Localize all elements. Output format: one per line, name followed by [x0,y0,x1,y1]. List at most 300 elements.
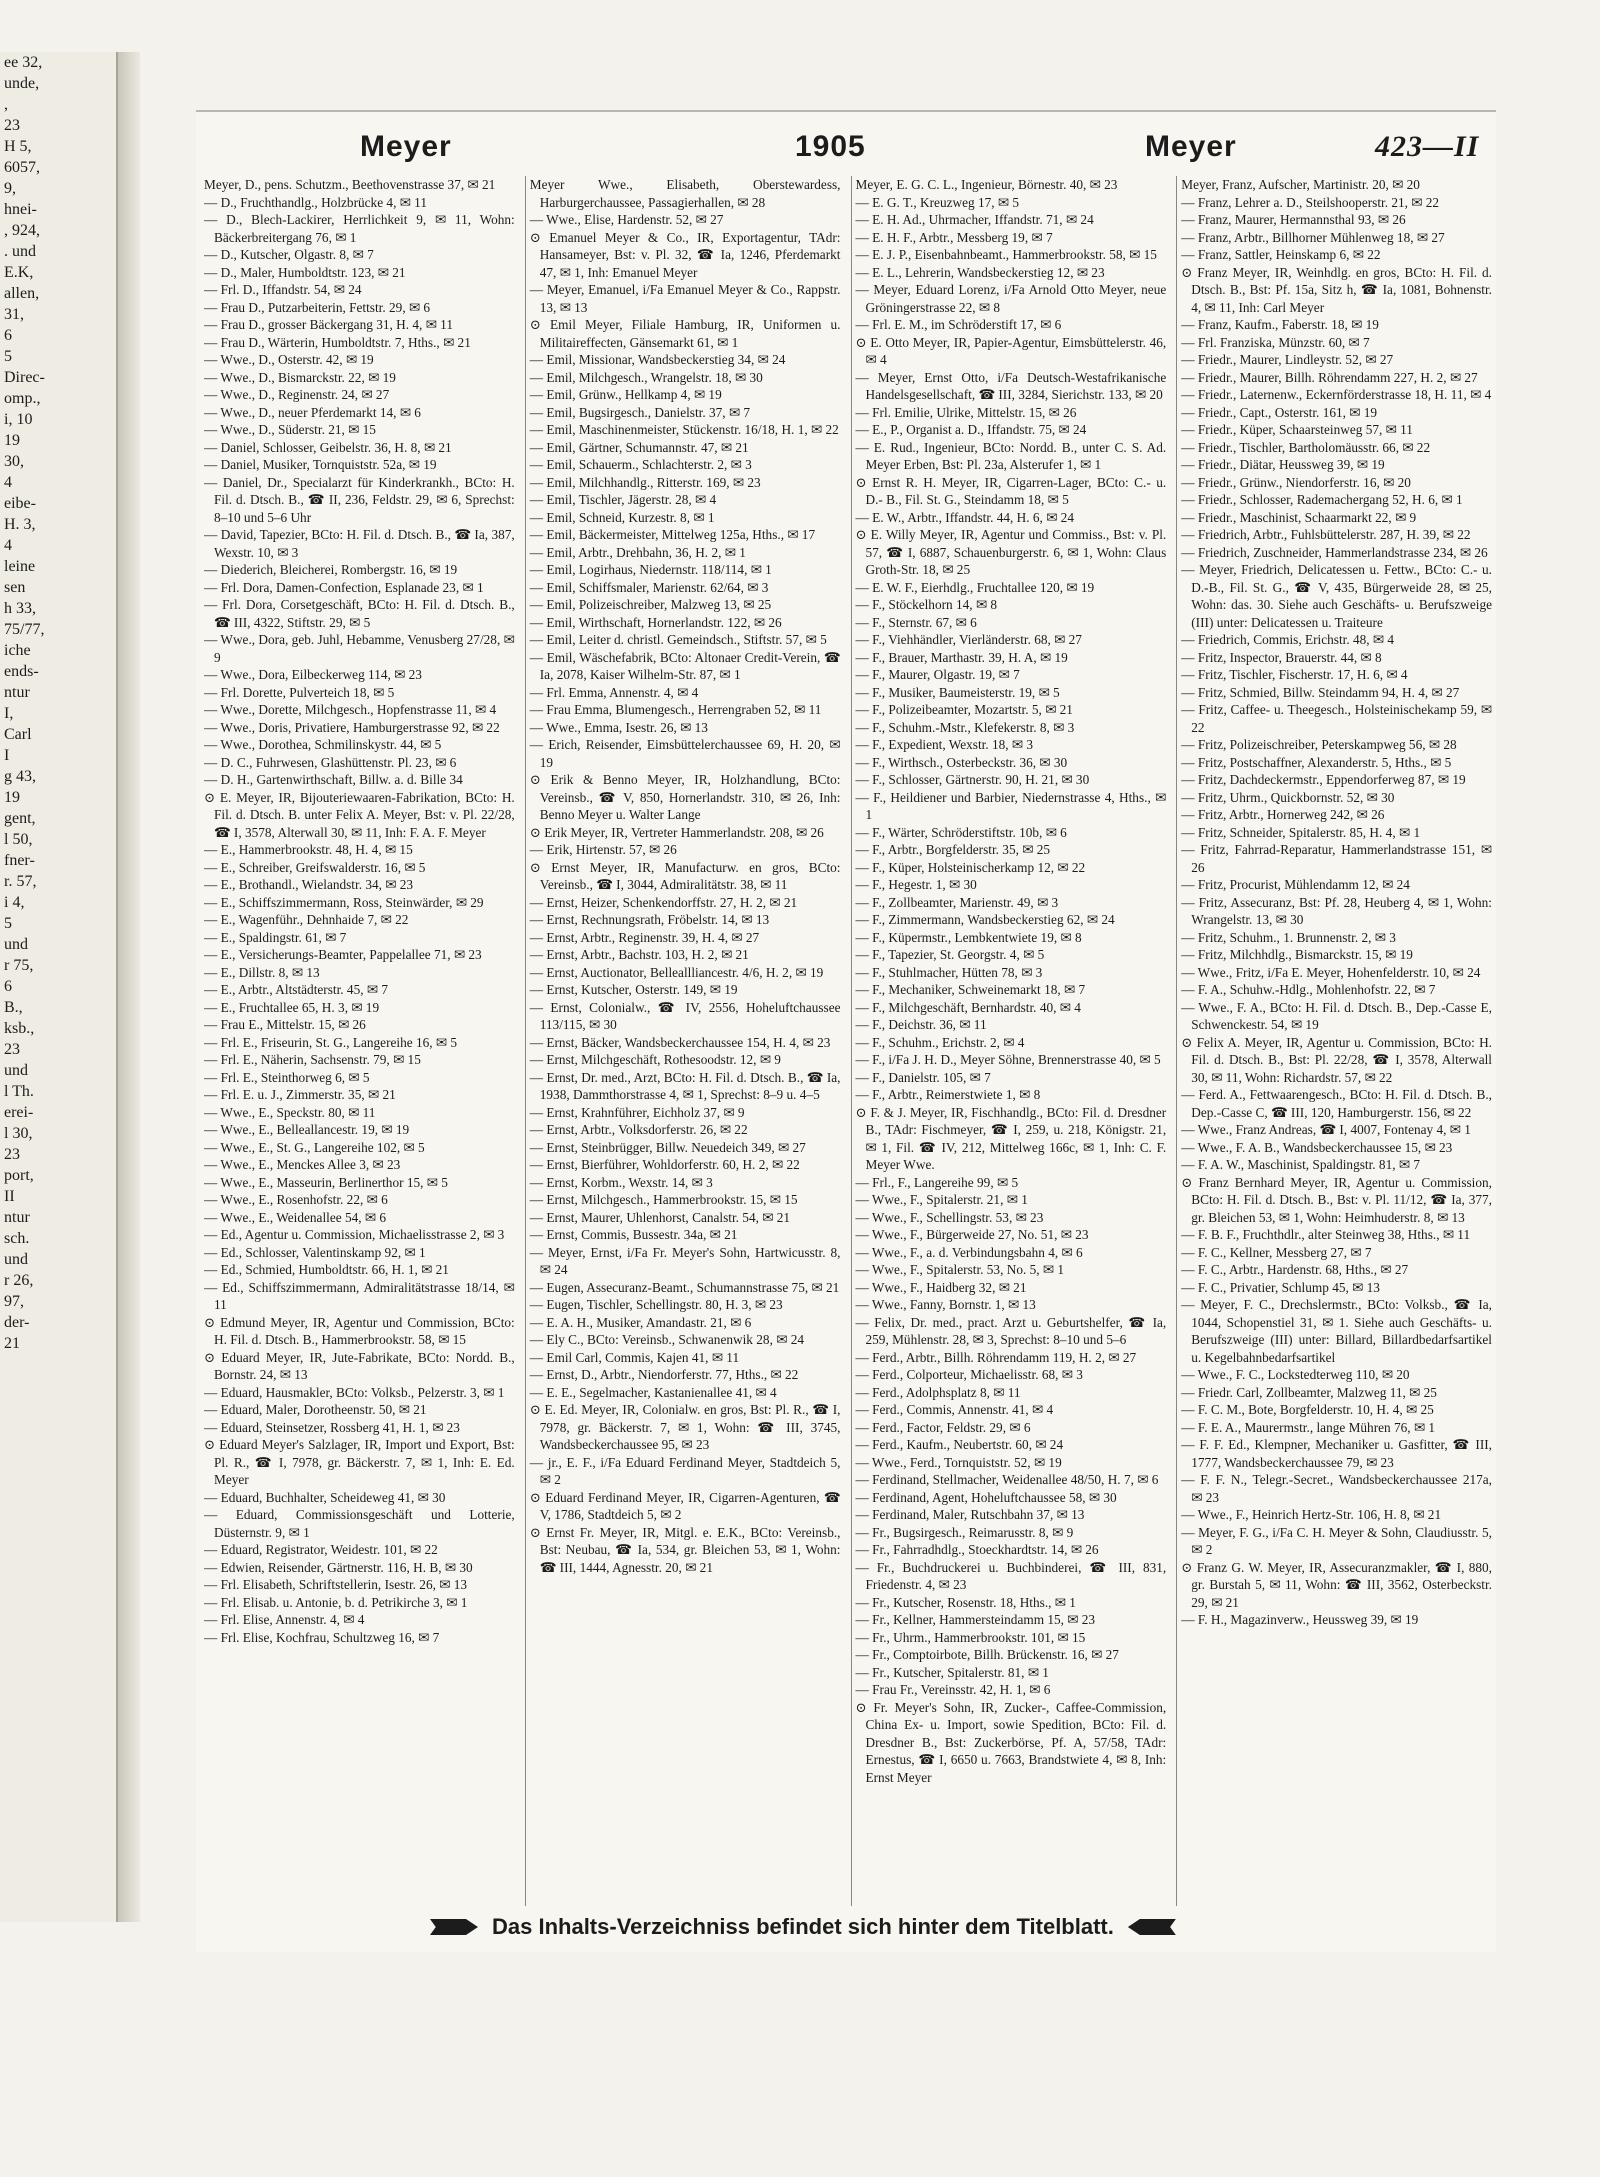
prev-page-fragment: 6057, [4,159,40,176]
directory-entry: — F., Brauer, Marthastr. 39, H. A, ✉ 19 [855,649,1068,665]
directory-entry: — F., Deichstr. 36, ✉ 11 [855,1017,987,1032]
directory-entry: — Wwe., F., Spitalerstr. 53, No. 5, ✉ 1 [855,1262,1065,1277]
directory-entry: — Wwe., E., St. G., Langereihe 102, ✉ 5 [204,1139,425,1155]
directory-entry: — Ferd., Adolphsplatz 8, ✉ 11 [855,1384,1021,1400]
directory-entry: — Frl. E., Näherin, Sachsenstr. 79, ✉ 15 [204,1052,421,1067]
directory-entry: — Wwe., D., Bismarckstr. 22, ✉ 19 [204,369,396,385]
directory-entry: — Wwe., Elise, Hardenstr. 52, ✉ 27 [529,212,724,227]
prev-page-fragment: 21 [4,1335,20,1352]
directory-entry: ⊙ Eduard Meyer's Salzlager, IR, Import und Export, Bst: Pl. R., ☎ I, 7978, gr. Bäckerstr. 7, ✉ 1, Inh: E. Ed. Meyer [204,1437,515,1487]
directory-entry: ⊙ Erik Meyer, IR, Vertreter Hammerlandstr. 208, ✉ 26 [529,824,824,840]
prev-page-fragment: 5 [4,915,12,932]
directory-entry: — Emil, Tischler, Jägerstr. 28, ✉ 4 [529,492,717,507]
prev-page-fragment: 19 [4,432,20,449]
prev-page-fragment: 9, [4,180,16,197]
directory-entry: — Ferdinand, Stellmacher, Weidenallee 48/50, H. 7, ✉ 6 [855,1472,1159,1487]
directory-entry: — Ernst, Rechnungsrath, Fröbelstr. 14, ✉ 13 [529,912,770,927]
directory-entry: — Fritz, Schuhm., 1. Brunnenstr. 2, ✉ 3 [1181,929,1396,945]
directory-entry: — Ferd. A., Fettwaarengesch., BCto: H. Fil. d. Dtsch. B., Dep.-Casse C, ☎ III, 120, Hamburgerstr. 156, ✉ 22 [1181,1087,1492,1120]
directory-entry: — Fritz, Tischler, Fischerstr. 17, H. 6, ✉ 4 [1181,667,1408,682]
directory-entry: — Ernst, Arbtr., Reginenstr. 39, H. 4, ✉ 27 [529,929,760,945]
directory-entry: — Ferdinand, Maler, Rutschbahn 37, ✉ 13 [855,1507,1085,1522]
directory-entry: — Ed., Schiffszimmermann, Admiralitätstrasse 18/14, ✉ 11 [204,1279,515,1312]
directory-entry: — E., Arbtr., Altstädterstr. 45, ✉ 7 [204,982,388,997]
directory-entry: — Emil, Polizeischreiber, Malzweg 13, ✉ 25 [529,597,772,612]
directory-entry: — Ernst, Bäcker, Wandsbeckerchaussee 154, H. 4, ✉ 23 [529,1034,831,1050]
prev-page-fragment: allen, [4,285,40,302]
directory-entry: — Meyer, Emanuel, i/Fa Emanuel Meyer & Co., Rappstr. 13, ✉ 13 [529,282,841,315]
footer-note-text: Das Inhalts-Verzeichniss befindet sich hinter dem Titelblatt. [492,1914,1114,1939]
directory-entry: — Fritz, Postschaffner, Alexanderstr. 5, Hths., ✉ 5 [1181,754,1452,770]
directory-entry: — Wwe., F., Spitalerstr. 21, ✉ 1 [855,1192,1028,1207]
directory-entry: — Fritz, Schneider, Spitalerstr. 85, H. 4, ✉ 1 [1181,824,1421,840]
directory-entry: — Wwe., F., Heinrich Hertz-Str. 106, H. 8, ✉ 21 [1181,1507,1442,1522]
directory-entry: — F., Sternstr. 67, ✉ 6 [855,614,977,630]
header-right-word: Meyer [1145,130,1237,163]
directory-entry: — F., Hegestr. 1, ✉ 30 [855,877,977,892]
directory-entry: — Fr., Kellner, Hammersteindamm 15, ✉ 23 [855,1612,1096,1627]
directory-entry: — Wwe., F., a. d. Verbindungsbahn 4, ✉ 6 [855,1244,1083,1260]
directory-entry: — Emil, Schauerm., Schlachterstr. 2, ✉ 3 [529,457,752,472]
directory-entry: — E., P., Organist a. D., Iffandstr. 75, ✉ 24 [855,422,1087,437]
directory-entry: — Wwe., E., Speckstr. 80, ✉ 11 [204,1104,376,1120]
prev-page-fragment: 23 [4,1146,20,1163]
directory-entry: — Ernst, Arbtr., Volksdorferstr. 26, ✉ 22 [529,1122,748,1137]
prev-page-fragment: 6 [4,327,12,344]
directory-entry: — Daniel, Musiker, Tornquiststr. 52a, ✉ 19 [204,457,437,472]
directory-entry: — Friedr., Maurer, Lindleystr. 52, ✉ 27 [1181,352,1394,367]
directory-entry: — Frl. Franziska, Münzstr. 60, ✉ 7 [1181,334,1370,350]
prev-page-fragment: gent, [4,810,36,827]
directory-entry: — Wwe., E., Rosenhofstr. 22, ✉ 6 [204,1192,388,1207]
directory-entry: — F. C. M., Bote, Borgfelderstr. 10, H. 4, ✉ 25 [1181,1402,1434,1417]
directory-entry: — Diederich, Bleicherei, Rombergstr. 16, ✉ 19 [204,562,458,577]
directory-entry: — Fritz, Caffee- u. Theegesch., Holsteinischekamp 59, ✉ 22 [1181,702,1492,735]
prev-page-fragment: der- [4,1314,30,1331]
directory-entry: — Ferd., Factor, Feldstr. 29, ✉ 6 [855,1419,1031,1435]
directory-entry: Meyer, D., pens. Schutzm., Beethovenstrasse 37, ✉ 21 [204,177,496,192]
directory-entry: — F., Schlosser, Gärtnerstr. 90, H. 21, ✉ 30 [855,772,1090,787]
prev-page-fragment: und [4,936,28,953]
directory-entry: — Erik, Hirtenstr. 57, ✉ 26 [529,842,677,857]
directory-entry: — Ernst, D., Arbtr., Niendorferstr. 77, Hths., ✉ 22 [529,1367,799,1382]
directory-entry: — Frl. E. u. J., Zimmerstr. 35, ✉ 21 [204,1087,396,1102]
directory-entry: — Frau E., Mittelstr. 15, ✉ 26 [204,1017,366,1032]
directory-entry: Meyer, Franz, Aufscher, Martinistr. 20, ✉ 20 [1181,177,1420,192]
column-2 [525,176,843,1906]
directory-entry: — Ernst, Kutscher, Osterstr. 149, ✉ 19 [529,982,738,997]
prev-page-fragment: und [4,1251,28,1268]
directory-entry: — Eduard, Steinsetzer, Rossberg 41, H. 1, ✉ 23 [204,1419,460,1435]
directory-entry: — Frl. Elisab. u. Antonie, b. d. Petrikirche 3, ✉ 1 [204,1594,468,1610]
prev-page-fragment: I, [4,705,14,722]
prev-page-fragment: sen [4,579,26,596]
directory-entry: — Wwe., Dora, Eilbeckerweg 114, ✉ 23 [204,667,422,682]
directory-entry: — E., Schreiber, Greifswalderstr. 16, ✉ 5 [204,859,426,875]
prev-page-fragment: sch. [4,1230,30,1247]
directory-entry: — F., Wärter, Schröderstiftstr. 10b, ✉ 6 [855,824,1067,840]
prev-page-fragment: r 75, [4,957,34,974]
directory-entry: — Wwe., D., Osterstr. 42, ✉ 19 [204,352,374,367]
directory-entry: — Eugen, Assecuranz-Beamt., Schumannstrasse 75, ✉ 21 [529,1279,840,1295]
prev-page-fragment: II [4,1188,15,1205]
directory-entry: — Fr., Comptoirbote, Billh. Brückenstr. 16, ✉ 27 [855,1647,1119,1662]
directory-entry: — Emil, Missionar, Wandsbeckerstieg 34, ✉ 24 [529,352,786,367]
directory-entry: — Ferdinand, Agent, Hoheluftchaussee 58, ✉ 30 [855,1489,1117,1505]
directory-entry: — Franz, Sattler, Heinskamp 6, ✉ 22 [1181,247,1381,262]
directory-entry: — Emil, Bäckermeister, Mittelweg 125a, Hths., ✉ 17 [529,527,816,542]
directory-entry: — Frl. D., Iffandstr. 54, ✉ 24 [204,282,362,297]
directory-entry: — Emil, Bugsirgesch., Danielstr. 37, ✉ 7 [529,404,751,420]
directory-entry: — Emil, Wirthschaft, Hornerlandstr. 122, ✉ 26 [529,614,782,630]
directory-entry: — F., Tapezier, St. Georgstr. 4, ✉ 5 [855,947,1045,962]
directory-entry: — F. A. W., Maschinist, Spaldingstr. 81, ✉ 7 [1181,1157,1420,1172]
directory-entry: — Frl. Elisabeth, Schriftstellerin, Isestr. 26, ✉ 13 [204,1577,468,1592]
directory-entry: — E., Spaldingstr. 61, ✉ 7 [204,929,347,945]
prev-page-fragment: 23 [4,117,20,134]
prev-page-fragment: . und [4,243,36,260]
prev-page-fragment: erei- [4,1104,34,1121]
directory-entry: — F., Arbtr., Reimerstwiete 1, ✉ 8 [855,1087,1041,1102]
prev-page-fragment: r 26, [4,1272,34,1289]
directory-entry: — Frl. E. M., im Schröderstift 17, ✉ 6 [855,317,1062,332]
directory-entry: ⊙ Franz Bernhard Meyer, IR, Agentur u. Commission, BCto: H. Fil. d. Dtsch. B., Bst: v. Pl. 11/12, ☎ Ia, 377, gr. Bleichen 53, ✉ 1, Wohn: Heimhuderstr. 8, ✉ 13 [1181,1174,1492,1225]
directory-entry: — Fr., Kutscher, Rosenstr. 18, Hths., ✉ 1 [855,1594,1076,1610]
directory-entry: — E., Wagenführ., Dehnhaide 7, ✉ 22 [204,912,409,927]
directory-entry: — E. J. P., Eisenbahnbeamt., Hammerbrookstr. 58, ✉ 15 [855,247,1157,262]
prev-page-fragment: , 924, [4,222,40,239]
directory-entry: — Ferd., Colporteur, Michaelisstr. 68, ✉ 3 [855,1367,1083,1382]
prev-page-fragment: ntur [4,684,30,701]
directory-entry: — Ed., Schlosser, Valentinskamp 92, ✉ 1 [204,1244,426,1260]
directory-entry: — Fritz, Assecuranz, Bst: Pf. 28, Heuberg 4, ✉ 1, Wohn: Wrangelstr. 13, ✉ 30 [1181,894,1492,927]
directory-entry: — Ernst, Auctionator, Belleallliancestr. 4/6, H. 2, ✉ 19 [529,964,824,980]
directory-entry: — Wwe., D., neuer Pferdemarkt 14, ✉ 6 [204,404,421,420]
header-left-word: Meyer [360,130,452,163]
directory-entry: — Frl. Elise, Annenstr. 4, ✉ 4 [204,1612,365,1627]
directory-entry: — Ed., Agentur u. Commission, Michaelisstrasse 2, ✉ 3 [204,1227,505,1242]
directory-entry: — Emil, Wäschefabrik, BCto: Altonaer Credit-Verein, ☎ Ia, 2078, Kaiser Wilhelm-Str. 87, ✉ 1 [529,649,841,682]
directory-entry: — Ferd., Arbtr., Billh. Röhrendamm 119, H. 2, ✉ 27 [855,1349,1137,1365]
prev-page-fragment: ntur [4,1209,30,1226]
directory-entry: — Frl. Dora, Damen-Confection, Esplanade 23, ✉ 1 [204,579,484,595]
directory-entry: — Daniel, Schlosser, Geibelstr. 36, H. 8, ✉ 21 [204,439,452,455]
directory-entry: — Ferd., Kaufm., Neubertstr. 60, ✉ 24 [855,1437,1064,1452]
directory-entry: — E., Fruchtallee 65, H. 3, ✉ 19 [204,999,380,1015]
prev-page-fragment: 97, [4,1293,24,1310]
directory-entry: ⊙ E. Otto Meyer, IR, Papier-Agentur, Eimsbüttelerstr. 46, ✉ 4 [855,334,1167,367]
directory-entry: — Emil, Grünw., Hellkamp 4, ✉ 19 [529,387,722,402]
directory-entry: — Franz, Arbtr., Billhorner Mühlenweg 18, ✉ 27 [1181,229,1445,245]
directory-entry: — Friedrich, Zuschneider, Hammerlandstrasse 234, ✉ 26 [1181,544,1488,560]
directory-entry: — Emil Carl, Commis, Kajen 41, ✉ 11 [529,1349,740,1365]
directory-entry: — Meyer, F. C., Drechslermstr., BCto: Volksb., ☎ Ia, 1044, Schopenstiel 31, ✉ 1. Siehe auch Geschäfts- u. Berufszweige (III) unter: Billard, Billardbedarfsartikel u. Kegelbahnbedarfsartikel [1181,1297,1492,1365]
prev-page-fragment: port, [4,1167,34,1184]
directory-entry: — Eugen, Tischler, Schellingstr. 80, H. 3, ✉ 23 [529,1297,783,1312]
directory-entry: — Emil, Schiffsmaler, Marienstr. 62/64, ✉ 3 [529,579,769,595]
directory-entry: — Wwe., E., Masseurin, Berlinerthor 15, ✉ 5 [204,1174,448,1190]
directory-entry: — Meyer, Eduard Lorenz, i/Fa Arnold Otto Meyer, neue Gröningerstrasse 22, ✉ 8 [855,282,1167,315]
directory-entry: — Fr., Uhrm., Hammerbrookstr. 101, ✉ 15 [855,1629,1086,1645]
directory-entry: — F., Viehhändler, Vierländerstr. 68, ✉ 27 [855,632,1082,647]
prev-page-fragment: 6 [4,978,12,995]
entry-columns [204,176,1494,1906]
directory-entry: — F. F. Ed., Klempner, Mechaniker u. Gasfitter, ☎ III, 1777, Wandsbeckerchaussee 79, ✉ 23 [1181,1437,1492,1470]
directory-entry: — Emil, Maschinenmeister, Stückenstr. 16/18, H. 1, ✉ 22 [529,422,839,437]
directory-entry: ⊙ F. & J. Meyer, IR, Fischhandlg., BCto: Fil. d. Dresdner B., TAdr: Fischmeyer, ☎ I, 259, u. 218, Königstr. 21, ✉ 1, Fil. ☎ IV, 212, Mittelweg 166c, ✉ 1, Inh: C. F. Meyer Wwe. [855,1104,1167,1172]
directory-entry: — Frl., F., Langereihe 99, ✉ 5 [855,1174,1019,1190]
prev-page-fragment: ends- [4,663,39,680]
directory-entry: — Frl. Dorette, Pulverteich 18, ✉ 5 [204,684,395,700]
prev-page-fragment: E.K, [4,264,34,281]
directory-entry: — E. G. T., Kreuzweg 17, ✉ 5 [855,194,1020,210]
directory-entry: — Fritz, Arbtr., Hornerweg 242, ✉ 26 [1181,807,1385,822]
directory-entry: — Emil, Arbtr., Drehbahn, 36, H. 2, ✉ 1 [529,544,746,560]
prev-page-fragment: Carl [4,726,32,743]
prev-page-fragment: iche [4,642,31,659]
column-3 [851,176,1169,1906]
directory-entry: — David, Tapezier, BCto: H. Fil. d. Dtsch. B., ☎ Ia, 387, Wexstr. 10, ✉ 3 [204,527,515,560]
directory-entry: — Emil, Leiter d. christl. Gemeindsch., Stiftstr. 57, ✉ 5 [529,632,827,647]
directory-entry: — Daniel, Dr., Specialarzt für Kinderkrankh., BCto: H. Fil. d. Dtsch. B., ☎ II, 236, Feldstr. 29, ✉ 6, Sprechst: 8–10 und 5–6 Uhr [204,474,515,525]
directory-entry: — Wwe., Emma, Isestr. 26, ✉ 13 [529,719,708,735]
directory-entry: — E. H. Ad., Uhrmacher, Iffandstr. 71, ✉ 24 [855,212,1094,227]
directory-entry: — Friedr., Capt., Osterstr. 161, ✉ 19 [1181,404,1378,420]
directory-entry: — Meyer, Ernst Otto, i/Fa Deutsch-Westafrikanische Handelsgesellschaft, ☎ III, 3284, Sierichstr. 133, ✉ 20 [855,369,1167,402]
directory-entry: — D., Kutscher, Olgastr. 8, ✉ 7 [204,247,374,262]
directory-entry: — Frl. E., Steinthorweg 6, ✉ 5 [204,1069,370,1085]
directory-entry: — Frau D., grosser Bäckergang 31, H. 4, ✉ 11 [204,317,453,332]
directory-entry: — Felix, Dr. med., pract. Arzt u. Geburtshelfer, ☎ Ia, 259, Mühlenstr. 28, ✉ 3, Sprechst: 8–10 und 5–6 [855,1314,1167,1347]
prev-page-fragment: 75/77, [4,621,45,638]
directory-entry: — Fritz, Inspector, Brauerstr. 44, ✉ 8 [1181,649,1382,665]
directory-entry: — Fritz, Dachdeckermstr., Eppendorferweg 87, ✉ 19 [1181,772,1466,787]
directory-entry: — E. Rud., Ingenieur, BCto: Nordd. B., unter C. S. Ad. Meyer Erben, Bst: Pl. 23a, Alsterufer 1, ✉ 1 [855,439,1167,472]
directory-entry: — Fritz, Uhrm., Quickbornstr. 52, ✉ 30 [1181,789,1395,805]
directory-entry: — F., Danielstr. 105, ✉ 7 [855,1069,991,1085]
directory-entry: — E., Versicherungs-Beamter, Pappelallee 71, ✉ 23 [204,947,482,962]
directory-entry: — Friedr., Maurer, Billh. Röhrendamm 227, H. 2, ✉ 27 [1181,369,1478,385]
directory-entry: — Frl. Elise, Kochfrau, Schultzweg 16, ✉ 7 [204,1629,440,1645]
directory-entry: — F., Zimmermann, Wandsbeckerstieg 62, ✉ 24 [855,912,1115,927]
directory-entry: ⊙ Erik & Benno Meyer, IR, Holzhandlung, BCto: Vereinsb., ☎ V, 850, Hornerlandstr. 310, ✉ 26, Inh: Benno Meyer u. Walter Lange [529,772,841,822]
directory-entry: — Emil, Milchhandlg., Ritterstr. 169, ✉ 23 [529,474,761,490]
directory-entry: — Ed., Schmied, Humboldtstr. 66, H. 1, ✉ 21 [204,1262,449,1277]
directory-entry: — E., Brothandl., Wielandstr. 34, ✉ 23 [204,877,414,892]
prev-page-fragment: unde, [4,75,40,92]
running-header [200,130,1490,170]
directory-entry: — Friedr., Küper, Schaarsteinweg 57, ✉ 11 [1181,422,1413,437]
prev-page-fragment: H 5, [4,138,32,155]
directory-entry: — E. L., Lehrerin, Wandsbeckerstieg 12, ✉ 23 [855,264,1105,280]
directory-entry: ⊙ Emanuel Meyer & Co., IR, Exportagentur, TAdr: Hansameyer, Bst: v. Pl. 32, ☎ Ia, 1246, Pferdemarkt 47, ✉ 1, Inh: Emanuel Meyer [529,229,841,280]
directory-entry: — jr., E. F., i/Fa Eduard Ferdinand Meyer, Stadtdeich 5, ✉ 2 [529,1454,841,1487]
directory-entry: — Ferd., Commis, Annenstr. 41, ✉ 4 [855,1402,1054,1417]
directory-entry: — Wwe., E., Menckes Allee 3, ✉ 23 [204,1157,401,1172]
directory-entry: ⊙ Ernst Fr. Meyer, IR, Mitgl. e. E.K., BCto: Vereinsb., Bst: Neubau, ☎ Ia, 534, gr. Bleichen 53, ✉ 1, Wohn: ☎ III, 1444, Agnesstr. 20, ✉ 21 [529,1524,841,1575]
prev-page-fragment: l Th. [4,1083,34,1100]
pointing-hand-icon [1128,1919,1176,1935]
directory-entry: — Franz, Maurer, Hermannsthal 93, ✉ 26 [1181,212,1406,227]
directory-entry: — Fr., Fahrradhdlg., Stoeckhardtstr. 14, ✉ 26 [855,1542,1099,1557]
directory-entry: — Friedrich, Commis, Erichstr. 48, ✉ 4 [1181,632,1395,647]
prev-page-fragment: r. 57, [4,873,37,890]
directory-entry: — Eduard, Maler, Dorotheenstr. 50, ✉ 21 [204,1402,427,1417]
directory-entry: — Wwe., Dora, geb. Juhl, Hebamme, Venusberg 27/28, ✉ 9 [204,632,515,665]
directory-entry: — Frl. E., Friseurin, St. G., Langereihe 16, ✉ 5 [204,1034,458,1050]
directory-entry: — Ernst, Colonialw., ☎ IV, 2556, Hoheluftchaussee 113/115, ✉ 30 [529,999,841,1032]
directory-entry: — Fritz, Milchhdlg., Bismarckstr. 15, ✉ 19 [1181,947,1413,962]
directory-entry: — D., Fruchthandlg., Holzbrücke 4, ✉ 11 [204,194,427,210]
directory-entry: — F., i/Fa J. H. D., Meyer Söhne, Brennerstrasse 40, ✉ 5 [855,1052,1161,1067]
directory-entry: — F. F. N., Telegr.-Secret., Wandsbeckerchaussee 217a, ✉ 23 [1181,1472,1492,1505]
directory-entry: — Meyer, Ernst, i/Fa Fr. Meyer's Sohn, Hartwicusstr. 8, ✉ 24 [529,1244,841,1277]
directory-entry: — Wwe., F., Haidberg 32, ✉ 21 [855,1279,1027,1295]
directory-entry: — F. B. F., Fruchthdlr., alter Steinweg 38, Hths., ✉ 11 [1181,1227,1471,1242]
directory-entry: ⊙ Ernst Meyer, IR, Manufacturw. en gros, BCto: Vereinsb., ☎ I, 3044, Admiralitätstr. 38, ✉ 11 [529,859,841,892]
directory-entry: ⊙ E. Meyer, IR, Bijouteriewaaren-Fabrikation, BCto: H. Fil. d. Dtsch. B. unter Felix A. Meyer, Bst: v. Pl. 22/28, ☎ I, 3578, Alterwall 30, ✉ 11, Inh: F. A. F. Meyer [204,789,515,840]
directory-entry: — Ernst, Milchgeschäft, Rothesoodstr. 12, ✉ 9 [529,1052,781,1067]
directory-entry: — F., Milchgeschäft, Bernhardstr. 40, ✉ 4 [855,999,1081,1015]
prev-page-fragment: i 4, [4,894,25,911]
directory-entry: — Ernst, Steinbrügger, Billw. Neuedeich 349, ✉ 27 [529,1139,806,1155]
directory-entry: ⊙ Felix A. Meyer, IR, Agentur u. Commission, BCto: H. Fil. d. Dtsch. B., Bst: Pl. 22/28, ☎ I, 3578, Alterwall 30, ✉ 11, Wohn: Richardstr. 57, ✉ 22 [1181,1034,1492,1085]
directory-entry: — Friedr., Tischler, Bartholomäusstr. 66, ✉ 22 [1181,439,1431,455]
pointing-hand-icon [430,1919,478,1935]
directory-entry: — Ernst, Heizer, Schenkendorffstr. 27, H. 2, ✉ 21 [529,894,798,910]
directory-entry: — Emil, Logirhaus, Niedernstr. 118/114, ✉ 1 [529,562,772,577]
page-number: 423—II [1375,130,1480,163]
directory-entry: — Wwe., E., Belleallancestr. 19, ✉ 19 [204,1122,410,1137]
prev-page-fragment: ksb., [4,1020,35,1037]
directory-entry: — F. A., Schuhw.-Hdlg., Mohlenhofstr. 22, ✉ 7 [1181,982,1436,997]
prev-page-fragment: , [4,96,8,113]
directory-entry: — Ely C., BCto: Vereinsb., Schwanenwik 28, ✉ 24 [529,1332,804,1347]
prev-page-fragment: 5 [4,348,12,365]
directory-entry: — Emil, Gärtner, Schumannstr. 47, ✉ 21 [529,439,749,455]
directory-entry: — Frl. Dora, Corsetgeschäft, BCto: H. Fil. d. Dtsch. B., ☎ III, 4322, Stiftstr. 29, ✉ 5 [204,597,515,630]
directory-entry: — F. C., Kellner, Messberg 27, ✉ 7 [1181,1244,1372,1260]
directory-entry: — F., Maurer, Olgastr. 19, ✉ 7 [855,667,1020,682]
directory-entry: — Frau D., Wärterin, Humboldtstr. 7, Hths., ✉ 21 [204,334,471,350]
directory-entry: — E. H. F., Arbtr., Messberg 19, ✉ 7 [855,229,1053,245]
directory-entry: — Friedr., Laternenw., Eckernförderstrasse 18, H. 11, ✉ 4 [1181,387,1492,402]
directory-entry: — Friedr., Schlosser, Rademachergang 52, H. 6, ✉ 1 [1181,492,1463,507]
previous-page-edge [0,52,118,1922]
directory-entry: — D., Maler, Humboldtstr. 123, ✉ 21 [204,264,406,280]
directory-entry: — Frau Emma, Blumengesch., Herrengraben 52, ✉ 11 [529,702,822,717]
directory-entry: — Wwe., Fritz, i/Fa E. Meyer, Hohenfelderstr. 10, ✉ 24 [1181,964,1481,980]
prev-page-fragment: I [4,747,10,764]
prev-page-fragment: leine [4,558,36,575]
prev-page-fragment: 31, [4,306,24,323]
directory-entry: — Wwe., F., Schellingstr. 53, ✉ 23 [855,1209,1044,1225]
directory-entry: — F. C., Arbtr., Hardenstr. 68, Hths., ✉ 27 [1181,1262,1409,1277]
directory-entry: — Fr., Bugsirgesch., Reimarusstr. 8, ✉ 9 [855,1524,1074,1540]
directory-entry: — F., Expedient, Wexstr. 18, ✉ 3 [855,737,1034,752]
directory-entry: — F. H., Magazinverw., Heussweg 39, ✉ 19 [1181,1612,1419,1627]
directory-entry: — Ernst, Commis, Bussestr. 34a, ✉ 21 [529,1227,738,1242]
directory-entry: — Frau Fr., Vereinsstr. 42, H. 1, ✉ 6 [855,1682,1051,1697]
directory-entry: ⊙ E. Ed. Meyer, IR, Colonialw. en gros, Bst: Pl. R., ☎ I, 7978, gr. Bäckerstr. 7, ✉ 1, Wohn: ☎ III, 3745, Wandsbeckerchaussee 95, ✉ 23 [529,1402,841,1452]
prev-page-fragment: omp., [4,390,41,407]
directory-entry: — F., Musiker, Baumeisterstr. 19, ✉ 5 [855,684,1060,700]
prev-page-fragment: hnei- [4,201,37,218]
directory-entry: — E. W. F., Eierhdlg., Fruchtallee 120, ✉ 19 [855,579,1095,595]
directory-entry: — F., Heildiener und Barbier, Niedernstrasse 4, Hths., ✉ 1 [855,789,1167,822]
book-gutter [118,52,140,1922]
directory-entry: — Ernst, Arbtr., Bachstr. 103, H. 2, ✉ 21 [529,947,749,962]
directory-entry: — F., Küper, Holsteinischerkamp 12, ✉ 22 [855,859,1086,875]
directory-entry: — Ernst, Korbm., Wexstr. 14, ✉ 3 [529,1174,713,1190]
directory-entry: — Fritz, Fahrrad-Reparatur, Hammerlandstrasse 151, ✉ 26 [1181,842,1492,875]
directory-entry: — Wwe., F. A., BCto: H. Fil. d. Dtsch. B., Dep.-Casse E, Schwenckestr. 54, ✉ 19 [1181,999,1492,1032]
directory-entry: Meyer Wwe., Elisabeth, Oberstewardess, Harburgerchaussee, Passagierhallen, ✉ 28 [529,177,841,210]
prev-page-fragment: l 50, [4,831,33,848]
directory-entry: — Meyer, Friedrich, Delicatessen u. Fettw., BCto: C.- u. D.-B., Fil. St. G., ☎ V, 435, Bürgerweide 28, ✉ 25, Wohn: das. 30. Siehe auch Geschäfts- u. Berufszweige (III) unter: Delicatessen u. Traiteure [1181,562,1492,630]
directory-entry: ⊙ Eduard Ferdinand Meyer, IR, Cigarren-Agenturen, ☎ V, 1786, Stadtdeich 5, ✉ 2 [529,1489,841,1522]
directory-entry: — Wwe., Doris, Privatiere, Hamburgerstrasse 92, ✉ 22 [204,719,500,735]
directory-entry: — Fritz, Procurist, Mühlendamm 12, ✉ 24 [1181,877,1410,892]
directory-entry: — Franz, Lehrer a. D., Steilshooperstr. 21, ✉ 22 [1181,194,1440,210]
directory-entry: — Wwe., Ferd., Tornquiststr. 52, ✉ 19 [855,1454,1062,1470]
column-1 [204,176,517,1906]
directory-entry: — Wwe., F. A. B., Wandsbeckerchaussee 15, ✉ 23 [1181,1139,1453,1155]
directory-entry: — Frau D., Putzarbeiterin, Fettstr. 29, ✉ 6 [204,299,431,315]
directory-entry: — F. C., Privatier, Schlump 45, ✉ 13 [1181,1279,1380,1295]
directory-entry: — F., Arbtr., Borgfelderstr. 35, ✉ 25 [855,842,1051,857]
directory-entry: — E., Hammerbrookstr. 48, H. 4, ✉ 15 [204,842,413,857]
directory-entry: ⊙ Franz Meyer, IR, Weinhdlg. en gros, BCto: H. Fil. d. Dtsch. B., Bst: Pf. 15a, Sitz h, ☎ Ia, 1081, Bohnenstr. 4, ✉ 11, Inh: Carl Meyer [1181,264,1492,315]
prev-page-fragment: 4 [4,537,12,554]
directory-entry: — Wwe., D., Reginenstr. 24, ✉ 27 [204,387,390,402]
directory-entry: — D. C., Fuhrwesen, Glashüttenstr. Pl. 23, ✉ 6 [204,754,457,770]
directory-entry: — Frl. Emma, Annenstr. 4, ✉ 4 [529,684,699,700]
directory-entry: — Eduard, Commissionsgeschäft und Lotterie, Düsternstr. 9, ✉ 1 [204,1507,515,1540]
directory-entry: — Friedrich, Arbtr., Fuhlsbüttelerstr. 287, H. 39, ✉ 22 [1181,527,1471,542]
directory-entry: — Ernst, Milchgesch., Hammerbrookstr. 15, ✉ 15 [529,1192,798,1207]
column-4 [1176,176,1494,1906]
directory-entry: — E., Schiffszimmermann, Ross, Steinwärder, ✉ 29 [204,894,484,910]
directory-entry: — E. W., Arbtr., Iffandstr. 44, H. 6, ✉ 24 [855,509,1074,525]
directory-entry: — F., Polizeibeamter, Mozartstr. 5, ✉ 21 [855,702,1073,717]
directory-entry: — E., Dillstr. 8, ✉ 13 [204,964,320,980]
directory-entry: — Eduard, Hausmakler, BCto: Volksb., Pelzerstr. 3, ✉ 1 [204,1384,505,1400]
directory-entry: — Wwe., Dorothea, Schmilinskystr. 44, ✉ 5 [204,737,442,752]
directory-entry: — Emil, Schneid, Kurzestr. 8, ✉ 1 [529,509,715,525]
directory-entry: — Friedr., Grünw., Niendorferstr. 16, ✉ 20 [1181,474,1411,490]
directory-entry: — F., Stuhlmacher, Hütten 78, ✉ 3 [855,964,1043,980]
directory-entry: — Fritz, Polizeischreiber, Peterskampweg 56, ✉ 28 [1181,737,1457,752]
directory-entry: — Meyer, F. G., i/Fa C. H. Meyer & Sohn, Claudiusstr. 5, ✉ 2 [1181,1524,1492,1557]
directory-entry: — Franz, Kaufm., Faberstr. 18, ✉ 19 [1181,317,1379,332]
prev-page-fragment: ee 32, [4,54,43,71]
directory-entry: ⊙ Emil Meyer, Filiale Hamburg, IR, Uniformen u. Militaireffecten, Gänsemarkt 61, ✉ 1 [529,317,841,350]
directory-entry: — Wwe., F. C., Lockstedterweg 110, ✉ 20 [1181,1367,1410,1382]
directory-entry: — Eduard, Buchhalter, Scheideweg 41, ✉ 30 [204,1489,446,1505]
directory-entry: — Wwe., E., Weidenallee 54, ✉ 6 [204,1209,387,1225]
prev-page-fragment: l 30, [4,1125,33,1142]
directory-entry: ⊙ Edmund Meyer, IR, Agentur und Commission, BCto: H. Fil. d. Dtsch. B., Hammerbrookstr. 58, ✉ 15 [204,1314,515,1347]
prev-page-fragment: eibe- [4,495,36,512]
directory-entry: — D., Blech-Lackirer, Herrlichkeit 9, ✉ 11, Wohn: Bäckerbreitergang 76, ✉ 1 [204,212,515,245]
directory-entry: — E. E., Segelmacher, Kastanienallee 41, ✉ 4 [529,1384,777,1400]
directory-entry: — F., Schuhm.-Mstr., Klefekerstr. 8, ✉ 3 [855,719,1075,735]
prev-page-fragment: Direc- [4,369,45,386]
directory-entry: — Edwien, Reisender, Gärtnerstr. 116, H. B, ✉ 30 [204,1559,473,1575]
directory-entry: ⊙ E. Willy Meyer, IR, Agentur und Commiss., Bst: v. Pl. 57, ☎ I, 6887, Schauenburgerstr. 6, ✉ 1, Wohn: Claus Groth-Str. 18, ✉ 25 [855,527,1167,577]
directory-entry: — Ernst, Maurer, Uhlenhorst, Canalstr. 54, ✉ 21 [529,1209,791,1225]
